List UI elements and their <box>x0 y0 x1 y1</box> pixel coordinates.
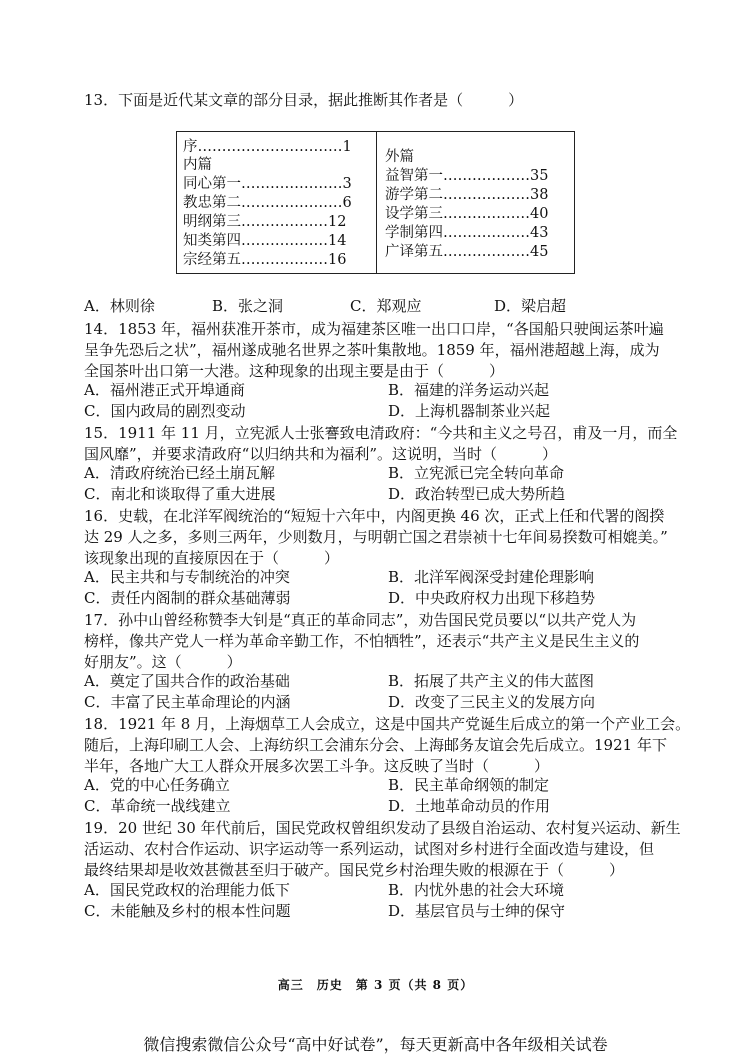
q19-option-c: C．未能触及乡村的根本性问题 <box>84 902 291 920</box>
q16-option-b: B．北洋军阀深受封建伦理影响 <box>388 568 595 586</box>
promo-notice: 微信搜索微信公众号“高中好试卷”，每天更新高中各年级相关试卷 <box>143 1035 608 1054</box>
q17-option-b: B．拓展了共产主义的伟大蓝图 <box>388 672 595 690</box>
q14-option-c: C．国内政局的剧烈变动 <box>84 402 246 420</box>
q15-option-b: B．立宪派已完全转向革命 <box>388 464 565 482</box>
q15-option-d: D．政治转型已成大势所趋 <box>388 485 566 503</box>
toc-left-row: 序…………………………1 <box>183 139 352 155</box>
toc-right-row: 益智第一………………35 <box>385 168 549 184</box>
q18-option-c: C．革命统一战线建立 <box>84 797 231 815</box>
q15-option-a: A．清政府统治已经土崩瓦解 <box>84 464 275 482</box>
q19-line: 活运动、农村合作运动、识字运动等一系列运动，试图对乡村进行全面改造与建设，但 <box>84 840 655 858</box>
q17-option-d: D．改变了三民主义的发展方向 <box>388 693 596 711</box>
q17-line: 榜样，像共产党人一样为革命辛勤工作，不怕牺牲”，还表示“共产主义是民生主义的 <box>84 632 640 650</box>
toc-left-row: 知类第四………………14 <box>183 233 347 249</box>
toc-left-row: 教忠第二…………………6 <box>183 195 352 211</box>
q18-line: 18．1921 年 8 月，上海烟草工人会成立，这是中国共产党诞生后成立的第一个产业工会。 <box>84 715 691 733</box>
toc-left-row: 内篇 <box>183 157 212 173</box>
q14-option-d: D．上海机器制茶业兴起 <box>388 402 551 420</box>
q19-line: 最终结果却是收效甚微甚至归于破产。国民党乡村治理失败的根源在于（ ） <box>84 861 625 879</box>
q13-stem: 13．下面是近代某文章的部分目录，据此推断其作者是（ ） <box>84 91 524 109</box>
q16-line: 达 29 人之多，多则三两年，少则数月，与明朝亡国之君崇祯十七年间易揆数可相媲美。” <box>84 528 668 546</box>
q13-option-a: A．林则徐 <box>84 297 155 315</box>
toc-left-row: 同心第一…………………3 <box>183 176 352 192</box>
q19-option-a: A．国民党政权的治理能力低下 <box>84 881 290 899</box>
toc-left-row: 宗经第五………………16 <box>183 252 347 268</box>
q17-option-c: C．丰富了民主革命理论的内涵 <box>84 693 291 711</box>
q14-line: 14．1853 年，福州获准开茶市，成为福建茶区唯一出口口岸，“各国船只驶闽运茶叶遍 <box>84 320 664 338</box>
q19-option-b: B．内忧外患的社会大环境 <box>388 881 565 899</box>
q16-option-c: C．责任内阁制的群众基础薄弱 <box>84 589 291 607</box>
q15-option-c: C．南北和谈取得了重大进展 <box>84 485 276 503</box>
q14-option-b: B．福建的洋务运动兴起 <box>388 381 550 399</box>
q19-option-d: D．基层官员与士绅的保守 <box>388 902 566 920</box>
q15-line: 15．1911 年 11 月，立宪派人士张謇致电清政府：“今共和主义之号召，甫及一月，而全 <box>84 424 678 442</box>
q16-option-d: D．中央政府权力出现下移趋势 <box>388 589 596 607</box>
q16-option-a: A．民主共和与专制统治的冲突 <box>84 568 290 586</box>
toc-divider <box>376 132 377 273</box>
q19-line: 19．20 世纪 30 年代前后，国民党政权曾组织发动了县级自治运动、农村复兴运动、新生 <box>84 819 681 837</box>
q17-line: 好朋友”。这（ ） <box>84 653 242 671</box>
page-footer: 高三 历史 第 3 页（共 8 页） <box>277 978 474 992</box>
q18-option-b: B．民主革命纲领的制定 <box>388 776 550 794</box>
toc-right-row: 广译第五………………45 <box>385 244 549 260</box>
q17-option-a: A．奠定了国共合作的政治基础 <box>84 672 290 690</box>
q13-option-b: B．张之洞 <box>212 297 284 315</box>
toc-right-row: 游学第二………………38 <box>385 187 549 203</box>
q14-line: 呈争先恐后之状”，福州遂成驰名世界之茶叶集散地。1859 年，福州港超越上海，成为 <box>84 341 660 359</box>
q18-line: 随后，上海印刷工人会、上海纺织工会浦东分会、上海邮务友谊会先后成立。1921 年下 <box>84 736 667 754</box>
q18-line: 半年，各地广大工人群众开展多次罢工斗争。这反映了当时（ ） <box>84 757 550 775</box>
toc-right-row: 学制第四………………43 <box>385 225 549 241</box>
q16-line: 该现象出现的直接原因在于（ ） <box>84 549 340 567</box>
q14-line: 全国茶叶出口第一大港。这种现象的出现主要是由于（ ） <box>84 362 505 380</box>
q15-line: 国风靡”，并要求清政府“以归纳共和为福利”。这说明，当时（ ） <box>84 445 558 463</box>
toc-right-row: 设学第三………………40 <box>385 206 549 222</box>
toc-right-row: 外篇 <box>385 149 414 165</box>
q13-option-c: C．郑观应 <box>350 297 422 315</box>
toc-left-row: 明纲第三………………12 <box>183 214 347 230</box>
q16-line: 16．史载，在北洋军阀统治的“短短十六年中，内阁更换 46 次，正式上任和代署的阁揆 <box>84 507 665 525</box>
q18-option-a: A．党的中心任务确立 <box>84 776 230 794</box>
q14-option-a: A．福州港正式开埠通商 <box>84 381 245 399</box>
q13-option-d: D．梁启超 <box>494 297 567 315</box>
q18-option-d: D．土地革命动员的作用 <box>388 797 551 815</box>
q17-line: 17．孙中山曾经称赞李大钊是“真正的革命同志”，劝告国民党员要以“以共产党人为 <box>84 611 637 629</box>
table-of-contents-box <box>176 131 575 274</box>
